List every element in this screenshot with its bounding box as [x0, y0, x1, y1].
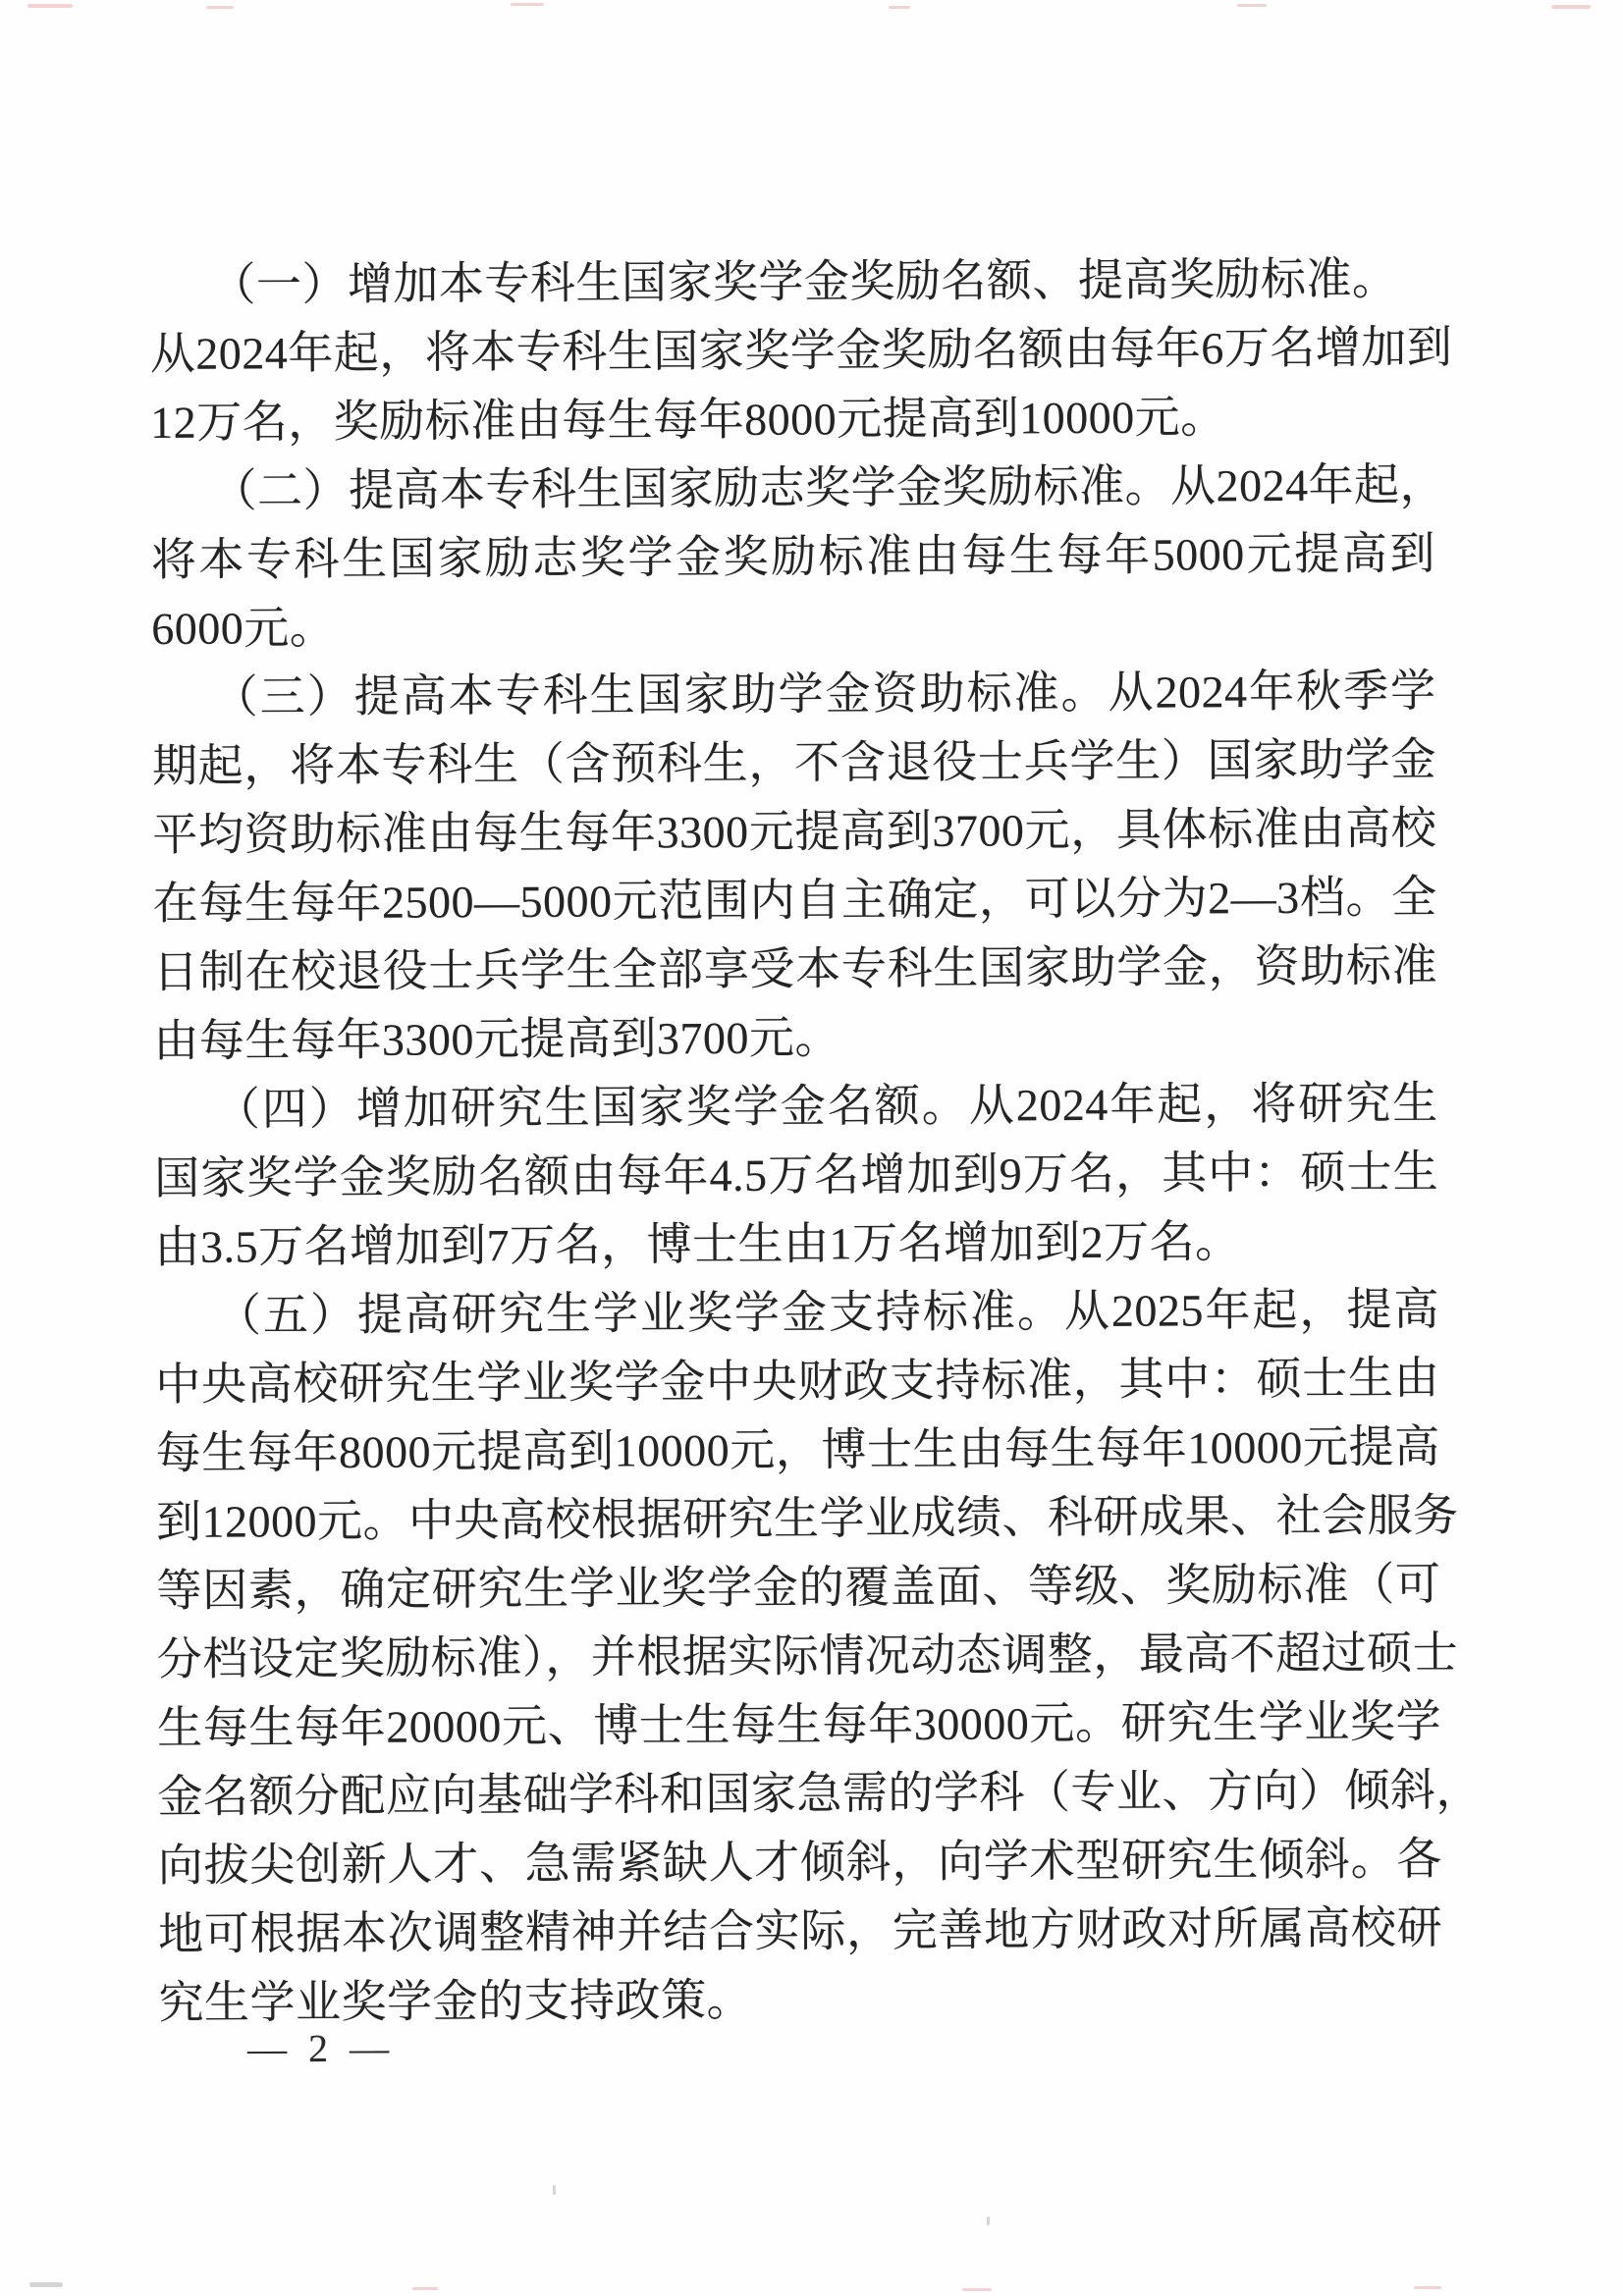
document-line: 在每生每年2500—5000元范围内自主确定，可以分为2—3档。全 — [152, 872, 1437, 930]
scan-artifact — [1551, 5, 1591, 9]
scan-artifact — [29, 2282, 63, 2287]
document-line: 6000元。 — [151, 603, 336, 655]
document-line: 每生每年8000元提高到10000元，博士生由每生每年10000元提高 — [155, 1421, 1440, 1478]
scan-artifact — [889, 6, 910, 9]
scan-artifact — [511, 3, 544, 6]
document-line: 平均资助标准由每生每年3300元提高到3700元，具体标准由高校 — [152, 803, 1437, 861]
document-line: 等因素，确定研究生学业奖学金的覆盖面、等级、奖励标准（可 — [156, 1559, 1441, 1616]
document-line: （一）增加本专科生国家奖学金奖励名额、提高奖励标准。 — [210, 253, 1398, 310]
scan-artifact — [27, 4, 73, 8]
scan-artifact — [987, 2216, 990, 2225]
document-line: （二）提高本专科生国家励志奖学金奖励标准。从2024年起， — [211, 459, 1446, 516]
document-line: （五）提高研究生学业奖学金支持标准。从2025年起，提高 — [215, 1284, 1440, 1341]
document-line: 向拔尖创新人才、急需紧缺人才倾斜，向学术型研究生倾斜。各 — [157, 1834, 1442, 1891]
document-line: 中央高校研究生学业奖学金中央财政支持标准，其中：硕士生由 — [155, 1353, 1440, 1410]
document-line: 12万名，奖励标准由每生每年8000元提高到10000元。 — [150, 392, 1226, 449]
document-line: 从2024年起，将本专科生国家奖学金奖励名额由每年6万名增加到 — [149, 322, 1453, 380]
document-line: （四）增加研究生国家奖学金名额。从2024年起，将研究生 — [214, 1078, 1438, 1135]
document-line: 生每生每年20000元、博士生每生每年30000元。研究生学业奖学 — [156, 1696, 1442, 1753]
page-number: — 2 — — [246, 2025, 396, 2071]
document-line: 将本专科生国家励志奖学金奖励标准由每生每年5000元提高到 — [150, 528, 1435, 586]
document-line: （三）提高本专科生国家助学金资助标准。从2024年秋季学 — [212, 666, 1436, 722]
document-line: 金名额分配应向基础学科和国家急需的学科（专业、方向）倾斜， — [157, 1764, 1483, 1822]
document-body — [149, 244, 1483, 2038]
document-line: 期起，将本专科生（含预科生，不含退役士兵学生）国家助学金 — [151, 734, 1437, 792]
document-line: 地可根据本次调整精神并结合实际，完善地方财政对所属高校研 — [158, 1902, 1443, 1959]
scan-artifact — [206, 6, 234, 9]
document-line: 由3.5万名增加到7万名，博士生由1万名增加到2万名。 — [154, 1216, 1241, 1272]
document-line: 由每生每年3300元提高到3700元。 — [153, 1012, 841, 1067]
document-line: 究生学业奖学金的支持政策。 — [158, 1974, 753, 2028]
document-line: 国家奖学金奖励名额由每年4.5万名增加到9万名，其中：硕士生 — [154, 1147, 1439, 1203]
document-line: 到12000元。中央高校根据研究生学业成绩、科研成果、社会服务 — [155, 1490, 1459, 1547]
scan-artifact — [1237, 4, 1267, 7]
scan-artifact — [412, 2287, 438, 2290]
document-line: 日制在校退役士兵学生全部享受本专科生国家助学金，资助标准 — [152, 940, 1438, 998]
document-line: 分档设定奖励标准），并根据实际情况动态调整，最高不超过硕士 — [156, 1628, 1459, 1684]
scan-artifact — [1414, 2286, 1441, 2289]
scan-artifact — [553, 2185, 556, 2195]
scan-artifact — [962, 2288, 992, 2291]
